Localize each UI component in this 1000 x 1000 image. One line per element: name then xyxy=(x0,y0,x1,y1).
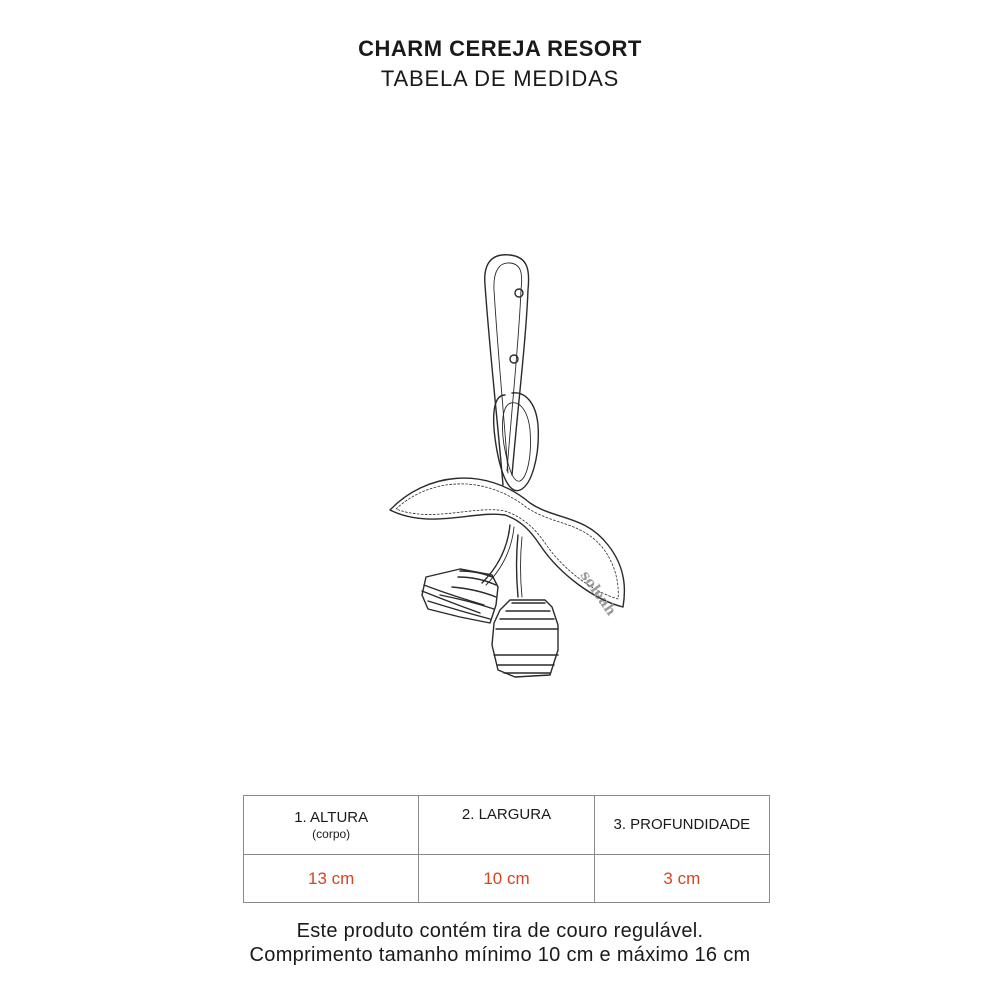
page-subtitle: TABELA DE MEDIDAS xyxy=(380,66,620,91)
header-altura-label: 1. ALTURA xyxy=(294,809,369,826)
header-profundidade-label: 3. PROFUNDIDADE xyxy=(613,816,751,833)
measurements-table xyxy=(243,795,770,903)
header-profundidade xyxy=(594,796,769,855)
header-altura xyxy=(244,796,419,855)
table-header-row xyxy=(244,796,770,855)
brand-mark: soleah xyxy=(576,568,619,619)
value-largura: 10 cm xyxy=(419,855,594,903)
header-largura-label: 2. LARGURA xyxy=(461,806,552,823)
rivet-top xyxy=(515,289,523,297)
header-largura xyxy=(419,796,594,855)
cherry-right xyxy=(492,600,558,677)
product-title: CHARM CEREJA RESORT xyxy=(358,36,642,61)
table-values-row xyxy=(244,855,770,903)
cherry-charm-illustration xyxy=(380,245,640,695)
value-altura: 13 cm xyxy=(244,855,419,903)
header-altura-sublabel: (corpo) xyxy=(312,827,351,841)
value-profundidade: 3 cm xyxy=(594,855,769,903)
note-strap-length: Comprimento tamanho mínimo 10 cm e máximo 16 cm xyxy=(249,944,751,966)
stem-right xyxy=(517,535,519,597)
note-adjustable-strap: Este produto contém tira de couro regulável. xyxy=(296,920,704,942)
